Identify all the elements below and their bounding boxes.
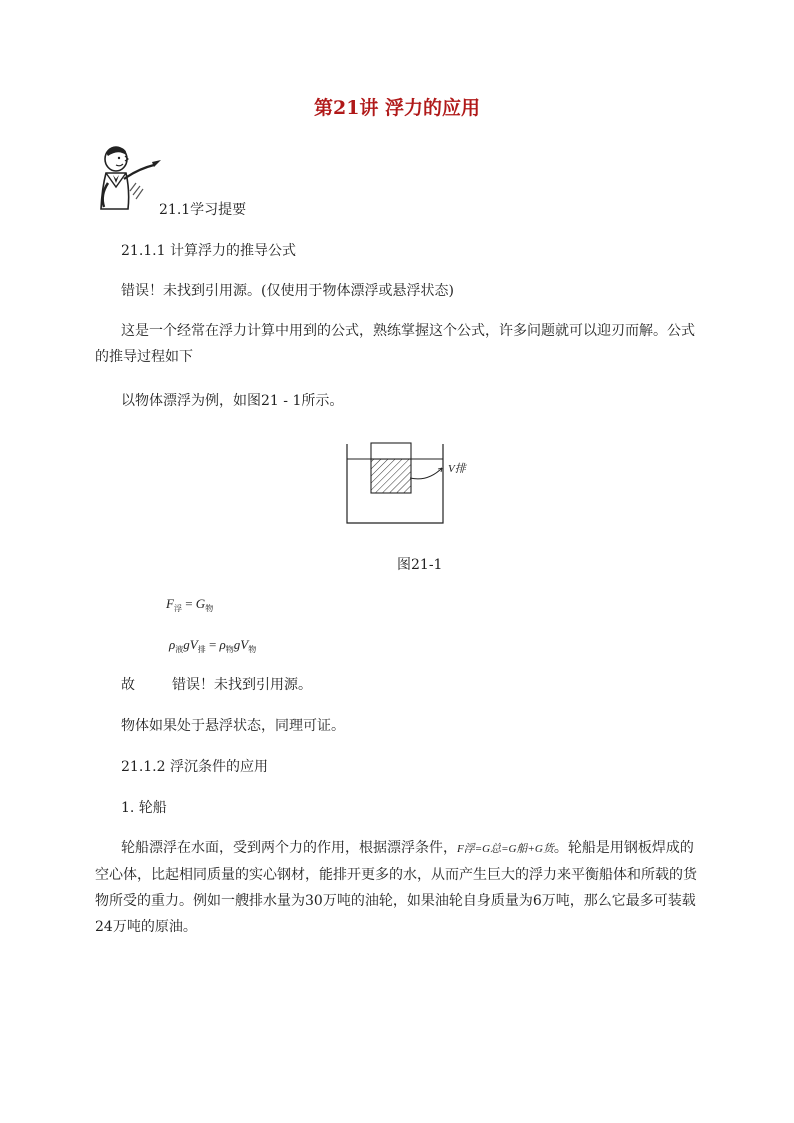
figure-21-1	[338, 438, 468, 528]
example-line: 以物体漂浮为例，如图21 - 1所示。	[121, 393, 344, 409]
list-item-ship: 1. 轮船	[121, 800, 167, 816]
eq2-d-sub: 物	[248, 645, 257, 654]
equation-1	[166, 596, 213, 614]
intro-paragraph: 这是一个经常在浮力计算中用到的公式，熟练掌握这个公式，许多问题就可以迎刃而解。公式的推导过程如下	[95, 323, 695, 365]
section-heading-21-1: 21.1学习提要	[159, 202, 247, 218]
pointing-man-illustration	[92, 143, 164, 215]
eq2-a-sub: 液	[175, 645, 184, 654]
equation-2	[169, 637, 256, 655]
eq2-b: gV	[183, 637, 198, 652]
eq2-a: ρ	[169, 637, 176, 652]
eq2-d: gV	[233, 637, 249, 652]
therefore-word: 故	[121, 677, 135, 693]
figure-caption: 图21-1	[397, 557, 443, 573]
section-heading-21-1-2: 21.1.2 浮沉条件的应用	[121, 759, 268, 775]
eq1-rhs: G	[195, 596, 206, 611]
eq1-rhs-sub: 物	[205, 604, 214, 613]
ship-formula: F浮=G总=G船+G货	[457, 843, 554, 855]
ship-paragraph	[95, 835, 699, 940]
therefore-error-text: 错误！未找到引用源。	[172, 677, 312, 693]
ship-paragraph-part2: 。轮船是用钢板焊成的空心体，比起相同质量的实心钢材，能排开更多的水，从而产生巨大的浮力来平衡船体和所载的货物所受的重力。例如一艘排水量为30万吨的油轮，如果油轮自身质量为6万吨，那么它最多可装载24万吨的原油。	[95, 840, 697, 935]
eq2-c: ρ	[219, 637, 226, 652]
eq2-c-sub: 物	[225, 645, 234, 654]
eq2-b-sub: 排	[197, 645, 206, 654]
eq2-op: =	[205, 637, 220, 652]
error-reference-line: 错误！未找到引用源。(仅使用于物体漂浮或悬浮状态)	[121, 283, 454, 299]
ship-paragraph-part1: 轮船漂浮在水面，受到两个力的作用，根据漂浮条件，	[121, 840, 457, 856]
eq1-lhs-sub: 浮	[173, 604, 182, 613]
suspension-line: 物体如果处于悬浮状态，同理可证。	[121, 718, 345, 734]
eq1-op: =	[181, 596, 196, 611]
eq1-lhs: F	[166, 596, 174, 611]
page-title: 第21讲 浮力的应用	[313, 97, 481, 119]
figure-label-v-displaced: V排	[448, 463, 466, 475]
section-heading-21-1-1: 21.1.1 计算浮力的推导公式	[121, 243, 296, 259]
